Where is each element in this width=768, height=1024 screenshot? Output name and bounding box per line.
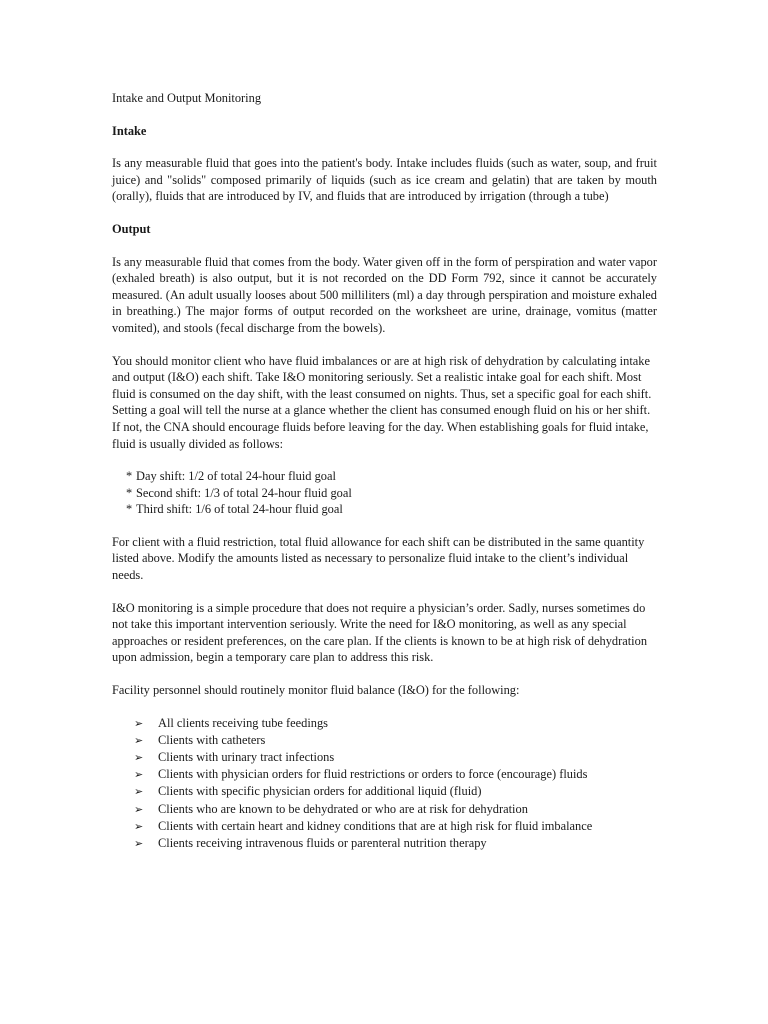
list-item-text: Clients receiving intravenous fluids or parenteral nutrition therapy: [158, 836, 487, 851]
arrow-bullet-icon: ➢: [134, 716, 144, 730]
shift-goal-text: Third shift: 1/6 of total 24-hour fluid goal: [136, 502, 343, 517]
simple-procedure-paragraph: I&O monitoring is a simple procedure that does not require a physician’s order. Sadly, nurses sometimes do not take this important intervention seriously. Write the need for I&O monitoring, as well as any special approaches or resident preferences, on the care plan. If the clients is known to be at high risk of dehydration upon admission, begin a temporary care plan to address this risk.: [112, 600, 648, 665]
list-item: [134, 715, 657, 732]
list-item-text: Clients with physician orders for fluid restrictions or orders to force (encourage) fluids: [158, 767, 588, 782]
list-item: [134, 801, 657, 818]
list-item-text: Clients with catheters: [158, 732, 266, 747]
arrow-bullet-icon: ➢: [134, 802, 144, 816]
list-item: [134, 818, 657, 835]
intake-heading: Intake: [112, 123, 147, 138]
document-title: Intake and Output Monitoring: [112, 91, 262, 105]
shift-goals-list: [112, 468, 657, 518]
list-item-text: Clients with certain heart and kidney conditions that are at high risk for fluid imbalance: [158, 818, 593, 833]
list-item: [126, 485, 657, 502]
list-item: [126, 468, 657, 485]
list-item-text: Clients with specific physician orders for additional liquid (fluid): [158, 784, 482, 799]
asterisk-bullet: *: [126, 485, 133, 500]
output-paragraph: Is any measurable fluid that comes from the body. Water given off in the form of perspiration and water vapor (exhaled breath) is also output, but it is not recorded on the DD Form 792, since it cannot be accurately measured. (An adult usually looses about 500 milliliters (ml) a day through perspiration and moisture exhaled in breathing.) The major forms of output recorded on the worksheet are urine, drainage, vomitus (matter vomited), and stools (fecal discharge from the bowels).: [112, 254, 657, 335]
list-item-text: Clients with urinary tract infections: [158, 750, 335, 765]
shift-goal-text: Second shift: 1/3 of total 24-hour fluid goal: [136, 485, 352, 500]
monitoring-paragraph: You should monitor client who have fluid imbalances or are at high risk of dehydration by calculating intake and output (I&O) each shift. Take I&O monitoring seriously. Set a realistic intake goal for each shift. Most fluid is consumed on the day shift, with the least consumed on nights. Thus, set a specific goal for each shift. Setting a goal will tell the nurse at a glance whether the client has consumed enough fluid on his or her shift. If not, the CNA should encourage fluids before leaving for the day. When establishing goals for fluid intake, fluid is usually divided as follows:: [112, 353, 652, 451]
asterisk-bullet: *: [126, 469, 133, 484]
list-item-text: All clients receiving tube feedings: [158, 715, 328, 730]
list-item: [134, 766, 657, 783]
arrow-bullet-icon: ➢: [134, 785, 144, 799]
list-item: [126, 501, 657, 518]
list-item: [134, 749, 657, 766]
facility-monitor-list: [112, 715, 657, 853]
list-item: [134, 783, 657, 800]
facility-intro: Facility personnel should routinely monitor fluid balance (I&O) for the following:: [112, 683, 520, 698]
arrow-bullet-icon: ➢: [134, 751, 144, 765]
intake-paragraph: Is any measurable fluid that goes into the patient's body. Intake includes fluids (such as water, soup, and fruit juice) and "solids" composed primarily of liquids (such as ice cream and gelatin) that are taken by mouth (orally), fluids that are introduced by IV, and fluids that are introduced by irrigation (through a tube): [112, 156, 657, 204]
document-page: [112, 90, 657, 852]
arrow-bullet-icon: ➢: [134, 733, 144, 747]
output-heading: Output: [112, 221, 151, 236]
arrow-bullet-icon: ➢: [134, 819, 144, 833]
restriction-paragraph: For client with a fluid restriction, total fluid allowance for each shift can be distributed in the same quantity listed above. Modify the amounts listed as necessary to personalize fluid intake to the client’s individual needs.: [112, 534, 645, 583]
arrow-bullet-icon: ➢: [134, 837, 144, 851]
asterisk-bullet: *: [126, 502, 133, 517]
list-item: [134, 835, 657, 852]
list-item: [134, 732, 657, 749]
list-item-text: Clients who are known to be dehydrated or who are at risk for dehydration: [158, 801, 528, 816]
shift-goal-text: Day shift: 1/2 of total 24-hour fluid goal: [136, 469, 336, 484]
arrow-bullet-icon: ➢: [134, 768, 144, 782]
